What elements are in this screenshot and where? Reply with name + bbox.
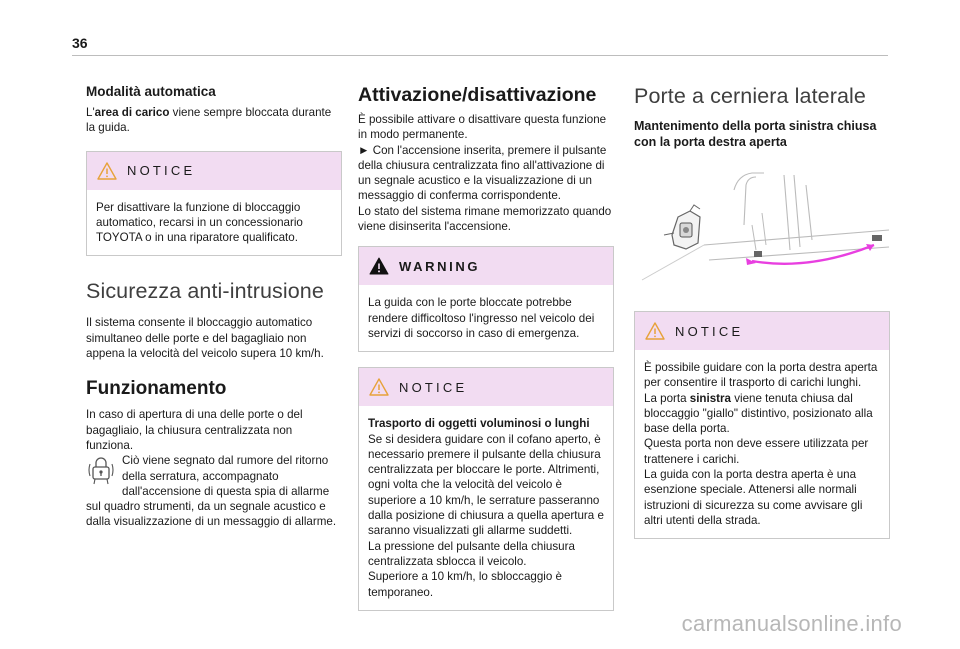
notice-header bbox=[359, 368, 613, 406]
notice-text-post: viene tenuta chiusa dal bloccaggio "giallo" distintivo, posizionato alla base della porta. Questa porta non deve essere utilizzata per trattenere i carichi. La guida con la porta destra aperta è una esenzione speciale. Attenersi alle normali istruzioni di sicurezza su come avvisare gli altri utenti della strada. bbox=[644, 391, 873, 527]
column-1 bbox=[86, 83, 342, 530]
watermark: carmanualsonline.info bbox=[681, 611, 902, 636]
function-text-2-block bbox=[86, 453, 342, 529]
warning-triangle-filled-icon bbox=[369, 257, 389, 275]
mode-text-bold: area di carico bbox=[94, 106, 170, 119]
notice-header bbox=[87, 152, 341, 190]
latch-detail bbox=[664, 205, 700, 249]
notice-body bbox=[359, 406, 613, 610]
column-3 bbox=[634, 83, 890, 539]
function-title: Funzionamento bbox=[86, 378, 227, 400]
warning-header bbox=[359, 247, 613, 285]
mode-text-pre: L' bbox=[86, 106, 95, 119]
page-number: 36 bbox=[72, 35, 88, 51]
warning-triangle-icon bbox=[645, 322, 665, 340]
door-latch-illustration bbox=[634, 165, 890, 291]
mode-text bbox=[86, 105, 342, 136]
notice-label: NOTICE bbox=[399, 379, 468, 395]
security-text: Il sistema consente il bloccaggio automatico simultaneo delle porte e del bagagliaio non appena la velocità del veicolo supera 10 km/h. bbox=[86, 316, 324, 361]
mode-text-post: viene sempre bloccata durante la guida. bbox=[86, 106, 332, 135]
warning-box bbox=[358, 246, 614, 352]
side-doors-title: Porte a cerniera laterale bbox=[634, 84, 866, 108]
notice-box-1 bbox=[86, 151, 342, 257]
side-doors-subtitle: Mantenimento della porta sinistra chiusa con la porta destra aperta bbox=[634, 119, 877, 149]
notice-text: Se si desidera guidare con il cofano aperto, è necessario premere il pulsante della chiusura centralizzata per bloccare le porte. Altrimenti, ogni volta che la velocità del veicolo è superiore a 10 km/h, le serrature passeranno dalla posizione di chiusura a quella apertura e saranno visualizzati gli allarme suddetti. La pressione del pulsante della chiusura centralizzata sblocca il veicolo. Superiore a 10 km/h, lo sbloccaggio è temporaneo. bbox=[368, 432, 604, 599]
activation-text: È possibile attivare o disattivare questa funzione in modo permanente. ► Con l'accensione inserita, premere il pulsante della chiusura centralizzata fino all'attivazione di un segnale acustico e la visualizzazione di un messaggio di conferma corrispondente. Lo stato del sistema rimane memorizzato quando viene disinserita l'accensione. bbox=[358, 113, 612, 234]
notice-text: Per disattivare la funzione di bloccaggio automatico, recarsi in un concessionario TOYOTA o in una riparatore qualificato. bbox=[96, 200, 303, 245]
notice-label: NOTICE bbox=[675, 323, 744, 339]
function-text-1: In caso di apertura di una delle porte o del bagagliaio, la chiusura centralizzata non funziona. bbox=[86, 408, 303, 452]
column-2 bbox=[358, 83, 614, 611]
notice-box-2 bbox=[358, 367, 614, 611]
top-rule bbox=[72, 55, 888, 56]
function-text-2: Ciò viene segnato dal rumore del ritorno della serratura, accompagnato dall'accensione di questa spia di allarme sul quadro strumenti, da un segnale acustico e dalla visualizzazione di un messaggio di allarme. bbox=[86, 454, 337, 529]
warning-text: La guida con le porte bloccate potrebbe rendere difficoltoso l'ingresso nel veicolo dei servizi di soccorso in caso di emergenza. bbox=[368, 296, 595, 340]
notice-text bbox=[635, 350, 889, 538]
notice-label: NOTICE bbox=[127, 163, 196, 179]
notice-text-pre: È possibile guidare con la porta destra aperta per consentire il trasporto di carichi lunghi. La porta bbox=[644, 361, 878, 405]
notice-header bbox=[635, 312, 889, 350]
warning-triangle-icon bbox=[369, 378, 389, 396]
notice-text-bold: sinistra bbox=[689, 391, 732, 405]
door-lock-warning-icon bbox=[88, 455, 114, 485]
warning-triangle-icon bbox=[97, 162, 117, 180]
notice-bold-heading: Trasporto di oggetti voluminosi o lunghi bbox=[368, 417, 590, 431]
activation-title: Attivazione/disattivazione bbox=[358, 84, 597, 106]
direction-arrow bbox=[752, 245, 874, 264]
mode-title: Modalità automatica bbox=[86, 84, 216, 99]
notice-box-3 bbox=[634, 311, 890, 539]
warning-label: WARNING bbox=[399, 258, 481, 274]
security-title: Sicurezza anti-intrusione bbox=[86, 279, 324, 304]
